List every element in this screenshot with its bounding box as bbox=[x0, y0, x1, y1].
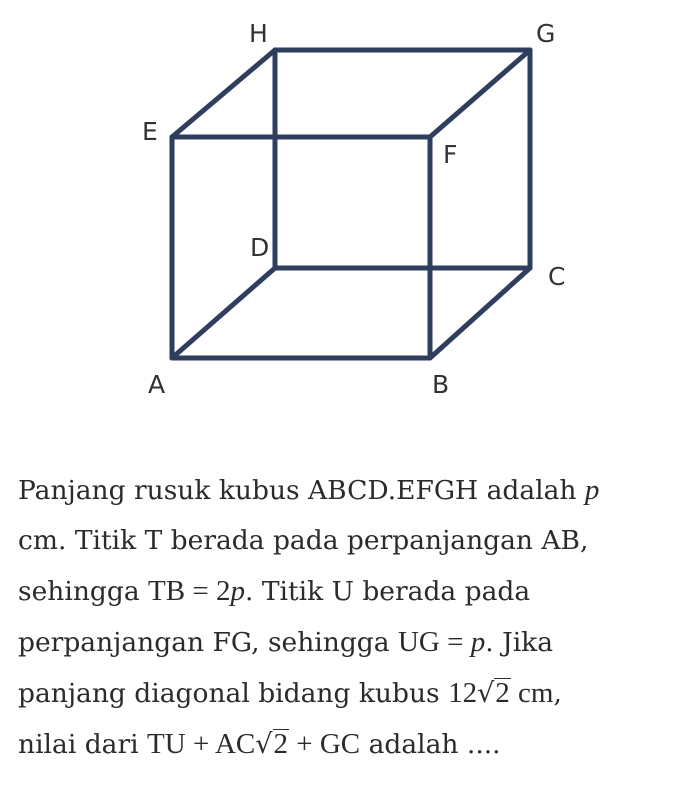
problem-line-3: sehingga TB = 2p. Titik U berada pada bbox=[18, 575, 531, 607]
problem-line-2: cm. Titik T berada pada perpanjangan AB, bbox=[18, 525, 589, 556]
vertex-label-e: E bbox=[142, 117, 158, 146]
vertex-label-h: H bbox=[249, 19, 268, 48]
edge-bc bbox=[430, 268, 530, 358]
vertex-label-g: G bbox=[536, 19, 556, 48]
sqrt-2-a: √2 bbox=[477, 677, 510, 709]
edge-fg bbox=[430, 50, 530, 137]
vertex-label-a: A bbox=[148, 370, 166, 399]
problem-line-5: panjang diagonal bidang kubus 12√2 cm, bbox=[18, 668, 678, 719]
edge-eh bbox=[172, 50, 275, 137]
vertex-label-f: F bbox=[443, 140, 458, 169]
problem-line-4: perpanjangan FG, sehingga UG = p. Jika bbox=[18, 626, 554, 658]
problem-line-6: nilai dari TU + AC√2 + GC adalah .... bbox=[18, 719, 678, 770]
sqrt-2-b: √2 bbox=[255, 728, 288, 760]
vertex-label-c: C bbox=[548, 262, 566, 291]
problem-text bbox=[18, 465, 678, 770]
vertex-label-d: D bbox=[250, 233, 270, 262]
vertex-label-b: B bbox=[432, 370, 450, 399]
problem-line-1: Panjang rusuk kubus ABCD.EFGH adalah p bbox=[18, 474, 600, 506]
edge-ad bbox=[172, 268, 275, 358]
